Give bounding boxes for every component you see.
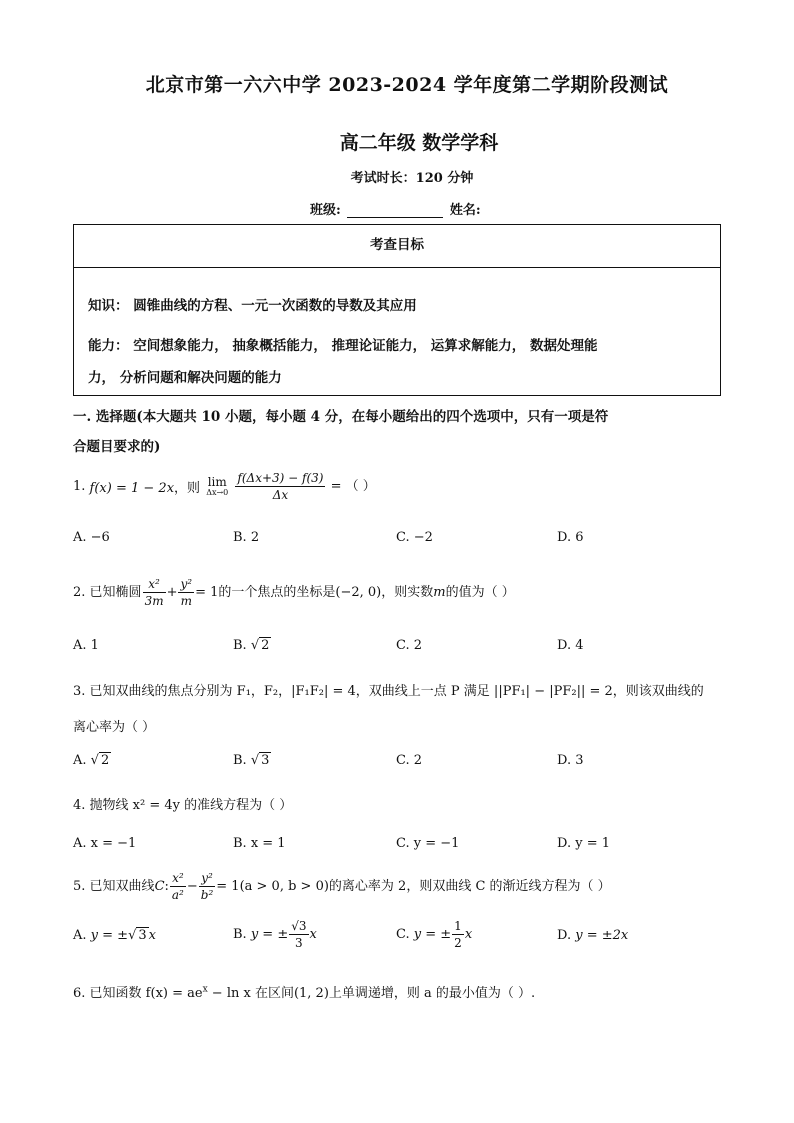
q2-point: (−2, 0)	[335, 585, 382, 600]
q5-option-a-lhs: y = ±	[90, 928, 129, 943]
q1-function: f(x) = 1 − 2x	[89, 481, 175, 496]
q5-option-a[interactable]	[73, 928, 156, 943]
objectives-knowledge: 知识： 圆锥曲线的方程、一元一次函数的导数及其应用	[88, 298, 417, 314]
q1-fraction	[235, 470, 325, 503]
q3-option-a-radicand: 2	[100, 753, 110, 768]
q6-exponent: x	[202, 984, 208, 995]
q2-plus: +	[166, 585, 178, 600]
q1-equals: =	[330, 479, 342, 494]
q1-option-c[interactable]: C. −2	[396, 530, 433, 545]
q5-frac-x-den: a²	[171, 888, 184, 902]
q3-option-d[interactable]: D. 3	[557, 753, 584, 768]
question-3	[73, 680, 704, 699]
q5-option-c[interactable]	[396, 918, 472, 951]
q5-option-a-x: x	[148, 928, 156, 943]
q5-option-c-label: C.	[396, 927, 410, 942]
q5-option-b[interactable]	[233, 918, 317, 951]
section-heading	[73, 402, 723, 462]
q4-option-c[interactable]: C. y = −1	[396, 836, 460, 851]
q5-pre: 已知双曲线	[89, 879, 155, 894]
q6-text2: − ln x 在区间(1, 2)上单调递增，则 a 的最小值为（ ）.	[207, 986, 536, 1001]
q6-text: 已知函数 f(x) = ae	[89, 986, 203, 1001]
q5-post: 的离心率为 2，则双曲线 C 的渐近线方程为（ ）	[328, 879, 611, 894]
q3-option-b-radicand: 3	[261, 753, 270, 768]
q1-option-b[interactable]: B. 2	[233, 530, 260, 545]
q3-option-b[interactable]	[233, 753, 271, 768]
q5-option-b-lhs: y = ±	[250, 927, 289, 942]
q5-option-b-num: √3	[291, 919, 307, 933]
q3-option-a-sqrt: √ 2	[90, 753, 110, 768]
q2-pre: 已知椭圆	[89, 585, 142, 600]
q1-number: 1.	[73, 479, 86, 494]
q1-options	[73, 530, 723, 552]
q5-condition: = 1(a > 0, b > 0)	[216, 879, 329, 894]
q2-number: 2.	[73, 585, 86, 600]
q2-frac-x	[143, 576, 166, 609]
q2-post-a: ，则实数	[381, 585, 434, 600]
q4-text: 抛物线 x² = 4y 的准线方程为（ ）	[89, 798, 293, 813]
q5-option-a-sqrt: √ 3	[128, 928, 147, 943]
q4-option-b[interactable]: B. x = 1	[233, 836, 286, 851]
q5-option-b-frac	[289, 918, 308, 951]
section-heading-line2: 合题目要求的)	[73, 439, 161, 455]
q5-frac-y-num: y²	[201, 871, 213, 885]
q3-option-c[interactable]: C. 2	[396, 753, 423, 768]
q3-number: 3.	[73, 684, 86, 699]
q3-options	[73, 753, 723, 775]
student-info-line	[310, 199, 481, 218]
question-4	[73, 794, 292, 813]
q5-frac-x	[170, 870, 186, 903]
q3-line1: 已知双曲线的焦点分别为 F₁，F₂，|F₁F₂| = 4，双曲线上一点 P 满足 ||PF₁| − |PF₂|| = 2，则该双曲线的	[89, 684, 704, 699]
q5-frac-y	[199, 870, 216, 903]
objectives-body	[74, 268, 720, 394]
q4-option-a[interactable]: A. x = −1	[73, 836, 137, 851]
exam-title: 北京市第一六六中学 2023-2024 学年度第二学期阶段测试	[145, 74, 669, 96]
q5-option-d-expr: y = ±2x	[575, 928, 629, 943]
q5-option-c-x: x	[464, 927, 473, 942]
q1-numerator: f(Δx+3) − f(3)	[237, 471, 324, 485]
class-label: 班级:	[310, 203, 341, 218]
q4-option-d[interactable]: D. y = 1	[557, 836, 610, 851]
q2-options	[73, 638, 723, 660]
q5-frac-y-den: b²	[200, 888, 214, 902]
objectives-box	[73, 224, 721, 396]
q1-answer-paren: （ ）	[345, 479, 376, 494]
q2-frac-x-num: x²	[148, 577, 160, 591]
q5-option-b-label: B.	[233, 927, 247, 942]
q2-var: m	[433, 585, 446, 600]
exam-duration: 考试时长：120 分钟	[350, 171, 474, 186]
q5-option-b-x: x	[309, 927, 317, 942]
q2-mid: 的一个焦点的坐标是	[218, 585, 336, 600]
q2-frac-y	[178, 576, 194, 609]
q1-option-a[interactable]: A. −6	[73, 530, 110, 545]
q1-option-d[interactable]: D. 6	[557, 530, 584, 545]
objectives-heading: 考查目标	[74, 225, 720, 268]
q2-option-b-sqrt: √ 2	[250, 638, 270, 653]
q2-post-b: 的值为（ ）	[445, 585, 515, 600]
q3-option-b-label: B.	[233, 753, 247, 768]
q5-option-d[interactable]	[557, 928, 628, 943]
q2-eq: = 1	[195, 585, 219, 600]
q5-frac-x-num: x²	[172, 871, 184, 885]
objectives-ability-line1: 能力： 空间想象能力， 抽象概括能力， 推理论证能力， 运算求解能力， 数据处理能	[88, 338, 598, 354]
q5-option-d-label: D.	[557, 928, 572, 943]
q2-option-b-label: B.	[233, 638, 247, 653]
q6-number: 6.	[73, 986, 86, 1001]
question-1	[73, 470, 376, 503]
q3-option-a-label: A.	[73, 753, 87, 768]
q2-frac-x-den: 3m	[144, 594, 164, 608]
q5-cvar: C	[154, 879, 165, 894]
q2-option-c[interactable]: C. 2	[396, 638, 423, 653]
q1-denominator: Δx	[272, 488, 289, 502]
q3-option-a[interactable]	[73, 753, 111, 768]
q5-option-c-num: 1	[454, 919, 462, 933]
q4-number: 4.	[73, 798, 86, 813]
q5-option-b-den: 3	[295, 936, 303, 950]
q5-number: 5.	[73, 879, 86, 894]
q2-frac-y-num: y²	[180, 577, 193, 591]
q1-lim	[206, 476, 228, 497]
question-5	[73, 870, 611, 903]
q2-option-b[interactable]	[233, 638, 271, 653]
q2-option-d[interactable]: D. 4	[557, 638, 584, 653]
q5-option-c-lhs: y = ±	[413, 927, 452, 942]
q1-then: ，则	[174, 481, 201, 496]
name-label: 姓名:	[449, 203, 481, 218]
question-6	[73, 982, 535, 1001]
q5-option-a-radicand: 3	[138, 928, 147, 943]
q5-option-a-label: A.	[73, 928, 87, 943]
q1-lim-sub: Δx→0	[206, 488, 229, 497]
q1-lim-word: lim	[207, 475, 227, 489]
question-2	[73, 576, 515, 609]
q2-option-a[interactable]: A. 1	[73, 638, 99, 653]
q2-option-b-radicand: 2	[261, 638, 270, 653]
q2-frac-y-den: m	[180, 594, 192, 608]
q5-minus: −	[186, 879, 198, 894]
q5-option-c-den: 2	[454, 936, 462, 950]
q3-line2: 离心率为（ ）	[73, 720, 156, 735]
q5-options	[73, 919, 723, 950]
q3-option-b-sqrt: √ 3	[250, 753, 270, 768]
q5-colon: :	[164, 879, 169, 894]
class-blank[interactable]	[347, 203, 443, 218]
section-heading-line1: 一. 选择题(本大题共 10 小题，每小题 4 分，在每小题给出的四个选项中，只有一项是符	[73, 409, 609, 425]
q5-option-c-frac	[452, 918, 464, 951]
q4-options	[73, 836, 723, 858]
objectives-ability-line2: 力， 分析问题和解决问题的能力	[88, 370, 282, 386]
exam-subtitle: 高二年级 数学学科	[339, 132, 499, 154]
